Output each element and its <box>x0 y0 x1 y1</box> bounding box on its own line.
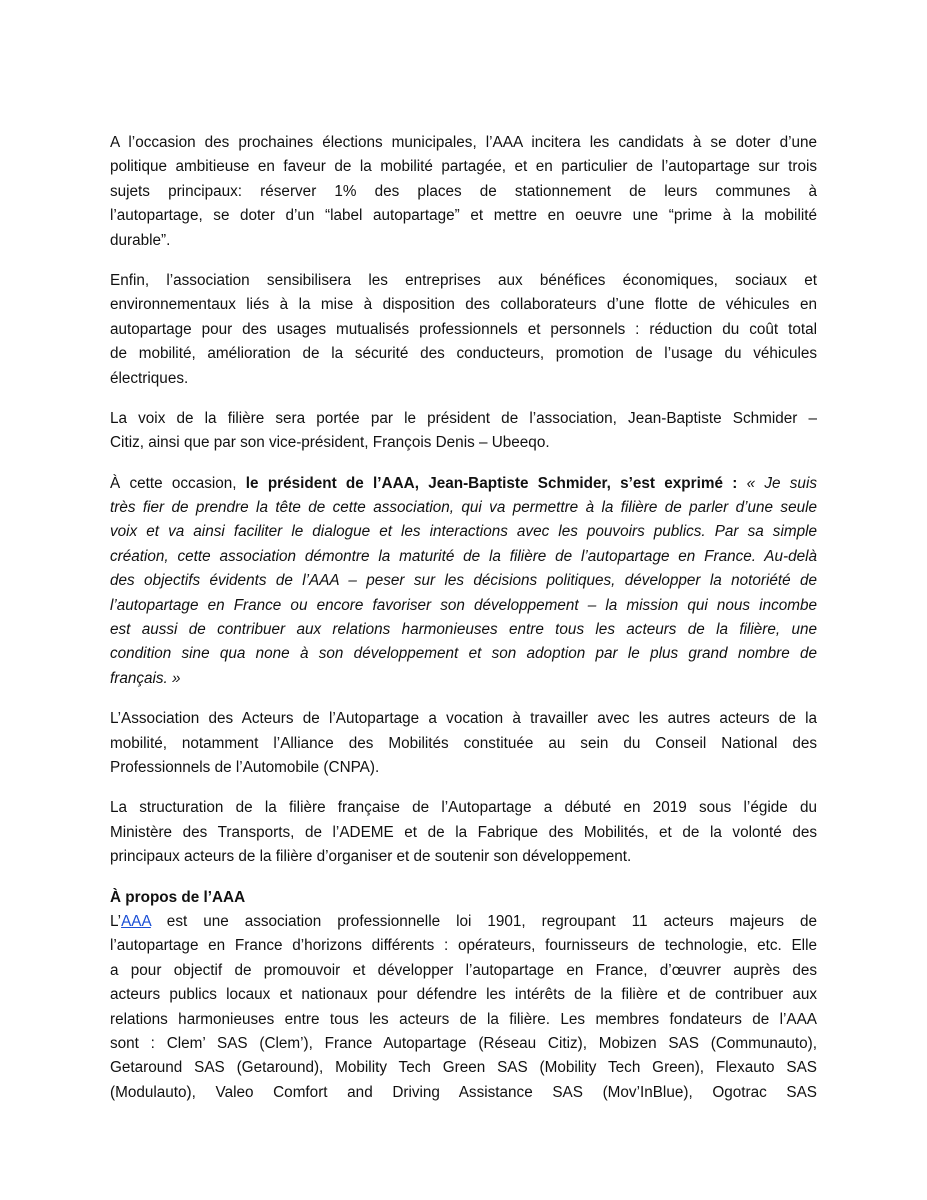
text-line <box>110 707 817 731</box>
text-line <box>110 293 817 317</box>
text-line <box>110 667 817 691</box>
text-line <box>110 229 817 253</box>
text-segment: À cette occasion, <box>110 474 246 492</box>
paragraph-companies <box>110 269 817 391</box>
text-line <box>110 545 817 569</box>
italic-quote-text: français. » <box>110 669 181 687</box>
text-line <box>110 886 817 910</box>
text-line <box>110 796 817 820</box>
text-line <box>110 318 817 342</box>
text-line <box>110 910 817 934</box>
aaa-link[interactable]: AAA <box>121 912 151 930</box>
section-heading-about <box>110 886 817 910</box>
text-segment: L’ <box>110 912 122 930</box>
text-segment: de mobilité, amélioration de la sécurité des conducteurs, promotion de l’usage du véhicules <box>110 345 817 363</box>
text-segment: sont : Clem’ SAS (Clem’), France Autopartage (Réseau Citiz), Mobizen SAS (Communauto), <box>110 1034 817 1052</box>
text-segment: Citiz, ainsi que par son vice-président, François Denis – Ubeeqo. <box>110 434 550 452</box>
text-segment: électriques. <box>110 369 189 387</box>
text-segment: Enfin, l’association sensibilisera les entreprises aux bénéfices économiques, sociaux et <box>110 271 817 289</box>
text-segment: La voix de la filière sera portée par le président de l’association, Jean-Baptiste Schmider – <box>110 409 817 427</box>
text-segment: mobilité, notamment l’Alliance des Mobilités constituée au sein du Conseil National des <box>110 734 817 752</box>
text-segment: Professionnels de l’Automobile (CNPA). <box>110 758 380 776</box>
bold-text: le président de l’AAA, Jean-Baptiste Schmider, s’est exprimé : <box>245 474 738 492</box>
text-line <box>110 1032 817 1056</box>
text-segment: A l’occasion des prochaines élections municipales, l’AAA incitera les candidats à se doter d’une <box>110 134 817 151</box>
text-segment: autopartage pour des usages mutualisés professionnels et personnels : réduction du coût total <box>110 320 817 338</box>
text-segment: Getaround SAS (Getaround), Mobility Tech Green SAS (Mobility Tech Green), Flexauto SAS <box>110 1059 817 1077</box>
text-line <box>110 594 817 618</box>
paragraph-spokespersons <box>110 407 817 456</box>
text-segment: l’autopartage, se doter d’un “label autopartage” et mettre en oeuvre une “prime à la mobilité <box>110 207 817 225</box>
text-segment: environnementaux liés à la mise à disposition des collaborateurs d’une flotte de véhicules en <box>110 296 817 314</box>
text-line <box>110 472 817 496</box>
text-line <box>110 821 817 845</box>
italic-quote-text: des objectifs évidents de l’AAA – peser sur les décisions politiques, développer la notoriété de <box>110 572 817 590</box>
text-line <box>110 983 817 1007</box>
text-line <box>110 342 817 366</box>
text-segment: (Modulauto), Valeo Comfort and Driving Assistance SAS (Mov’InBlue), Ogotrac SAS <box>110 1083 817 1101</box>
text-line <box>110 618 817 642</box>
text-line <box>110 1081 817 1105</box>
text-line <box>110 732 817 756</box>
paragraph-municipal-elections <box>110 131 817 253</box>
paragraph-president-quote <box>110 472 817 692</box>
text-segment: a pour objectif de promouvoir et développer l’autopartage en France, d’œuvrer auprès des <box>110 961 817 979</box>
text-line <box>110 569 817 593</box>
text-line <box>110 1056 817 1080</box>
text-segment: politique ambitieuse en faveur de la mobilité partagée, et en particulier de l’autopartage sur trois <box>110 158 817 176</box>
paragraph-about-aaa <box>110 910 817 1105</box>
text-line <box>110 407 817 431</box>
text-line <box>110 131 817 155</box>
text-line <box>110 959 817 983</box>
text-line <box>110 496 817 520</box>
paragraph-structuring <box>110 796 817 869</box>
text-line <box>110 367 817 391</box>
text-line <box>110 204 817 228</box>
italic-quote-text: « Je suis <box>737 474 817 492</box>
text-line <box>110 180 817 204</box>
italic-quote-text: condition sine qua none à son développement et son adoption par le plus grand nombre de <box>110 645 817 663</box>
text-segment: acteurs publics locaux et nationaux pour défendre les intérêts de la filière et de contribuer aux <box>110 986 817 1004</box>
text-segment: sujets principaux: réserver 1% des places de stationnement de leurs communes à <box>110 182 817 200</box>
italic-quote-text: voix et va ainsi faciliter le dialogue et les interactions avec les pouvoirs publics. Par sa simple <box>110 523 817 541</box>
text-segment: La structuration de la filière française de l’Autopartage a débuté en 2019 sous l’égide du <box>110 799 817 817</box>
text-segment: durable”. <box>110 231 171 249</box>
italic-quote-text: très fier de prendre la tête de cette association, qui va permettre à la filière de parler d’une seule <box>110 499 817 517</box>
text-line <box>110 845 817 869</box>
italic-quote-text: création, cette association démontre la maturité de la filière de l’autopartage en France. Au-delà <box>110 547 817 565</box>
text-segment: L’Association des Acteurs de l’Autopartage a vocation à travailler avec les autres acteurs de la <box>110 710 817 728</box>
text-line <box>110 1008 817 1032</box>
text-line <box>110 642 817 666</box>
text-segment: principaux acteurs de la filière d’organiser et de soutenir son développement. <box>110 848 632 866</box>
text-line <box>110 269 817 293</box>
text-segment: est une association professionnelle loi 1901, regroupant 11 acteurs majeurs de <box>150 912 817 930</box>
text-line <box>110 431 817 455</box>
italic-quote-text: est aussi de contribuer aux relations harmonieuses entre tous les acteurs de la filière, une <box>110 621 817 639</box>
text-line <box>110 756 817 780</box>
bold-text: À propos de l’AAA <box>110 888 246 906</box>
italic-quote-text: l’autopartage en France ou encore favoriser son développement – la mission qui nous incombe <box>110 596 817 614</box>
text-line <box>110 934 817 958</box>
text-segment: Ministère des Transports, de l’ADEME et de la Fabrique des Mobilités, et de la volonté des <box>110 823 817 841</box>
text-line <box>110 520 817 544</box>
document-page <box>110 131 817 1121</box>
text-segment: relations harmonieuses entre tous les acteurs de la filière. Les membres fondateurs de l’AAA <box>110 1010 817 1028</box>
text-line <box>110 155 817 179</box>
paragraph-mobility-alliance <box>110 707 817 780</box>
text-segment: l’autopartage en France d’horizons différents : opérateurs, fournisseurs de technologie, etc. Elle <box>110 937 817 955</box>
